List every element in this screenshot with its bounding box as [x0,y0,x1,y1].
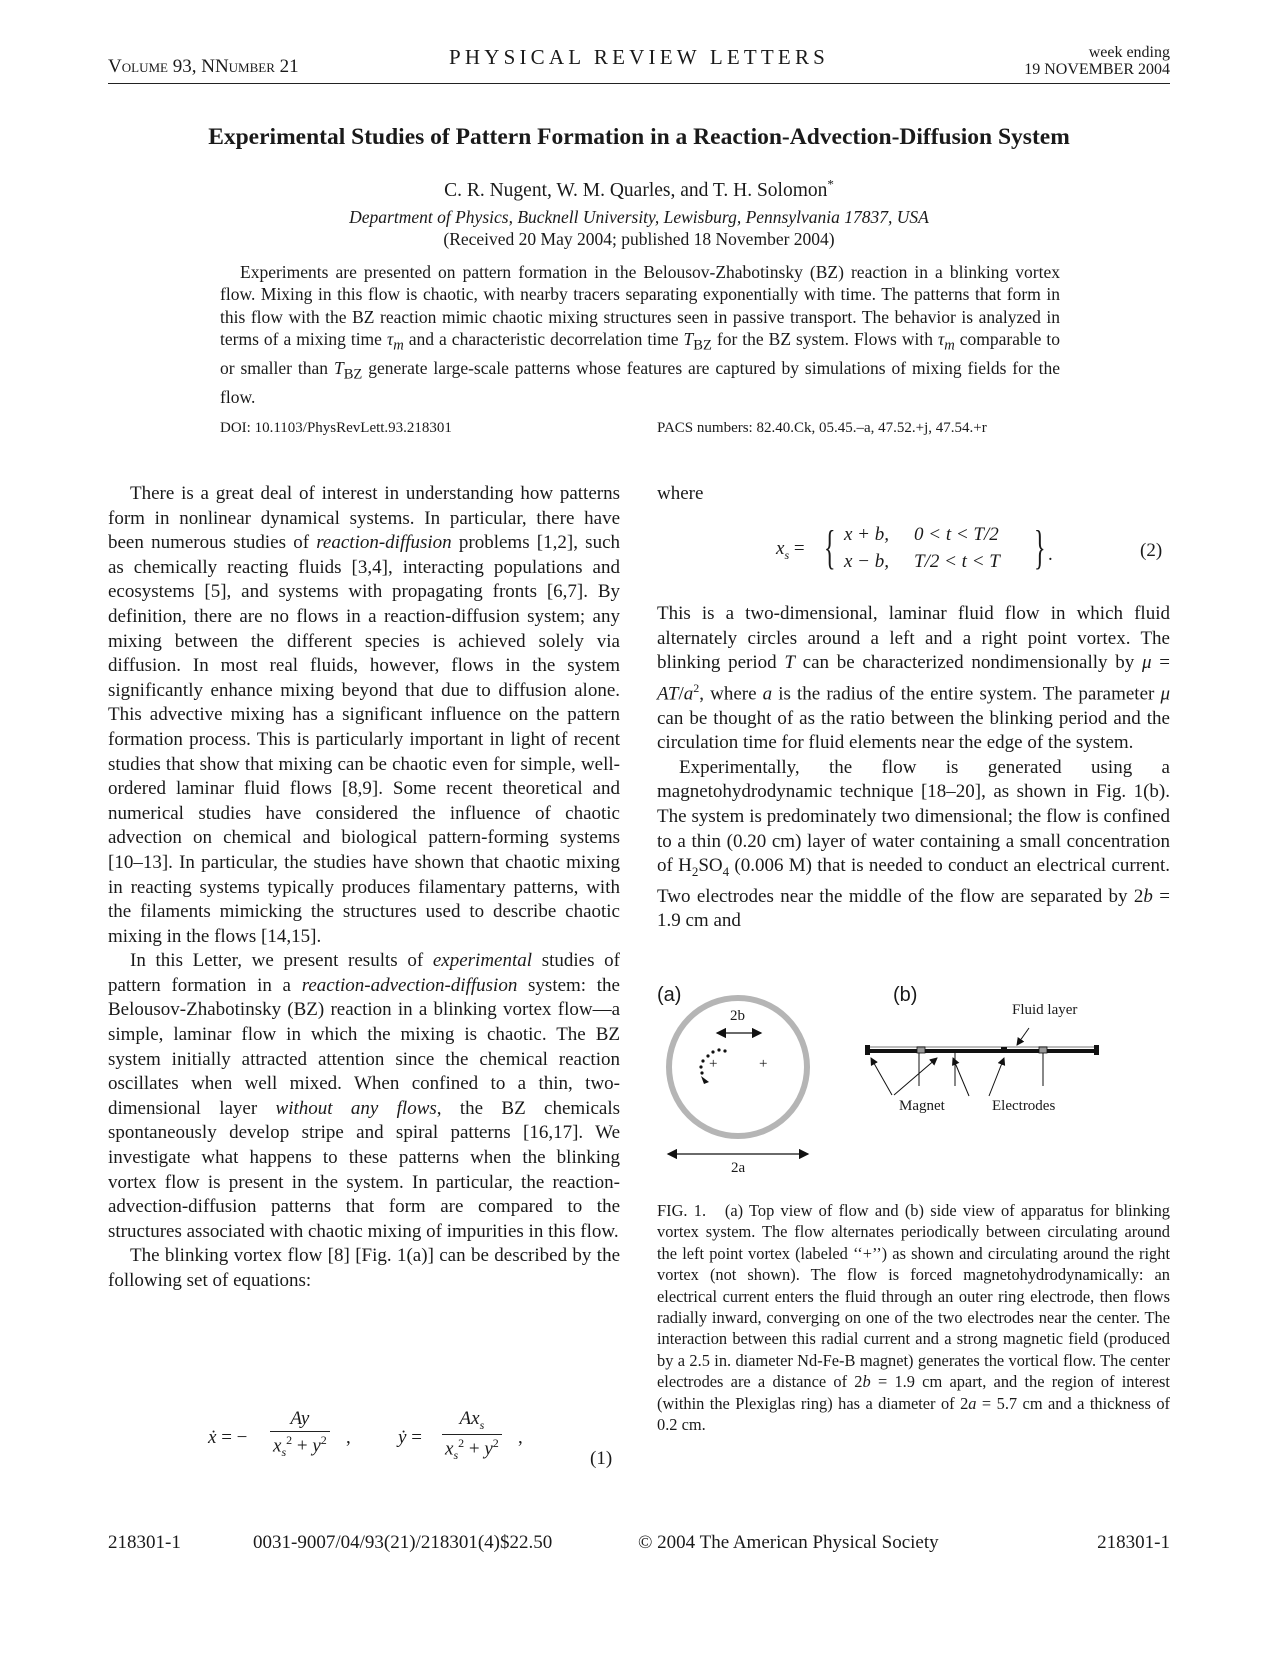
paragraph-this-letter: In this Letter, we present results of experimental studies of pattern formation in a reaction-advection-diffusion system: the Belousov-Zhabotinsky (BZ) reaction in a blinking vortex flow—a simple, laminar flow in which the mixing is chaotic. The BZ system initially attracted attention since the chemical reaction oscillates when well mixed. When confined to a thin, two-dimensional layer without any flows, the BZ chemicals spontaneously develop stripe and spiral patterns [16,17]. We investigate what happens to these patterns when the blinking vortex flow is present in the system. In particular, the reaction-advection-diffusion patterns that form are compared to the structures associated with chaotic mixing of impurities in this flow. [108,950,620,1242]
article-code: 0031-9007/04/93(21)/218301(4)$22.50 [253,1532,553,1553]
volume-number: Volume 93, NNumber 21 [108,56,299,77]
paragraph-experimental: Experimentally, the flow is generated using a magnetohydrodynamic technique [18–20], as shown in Fig. 1(b). The system is predominately two dimensional; the flow is confined to a thin (0.20 cm) layer of water containing a small concentration of $H_2SO_4$ (0.006 M) that is needed to conduct an electrical current. Two electrodes near the middle of the flow are separated by 2b = 1.9 cm and [657,756,1170,932]
paragraph-blinking-vortex: The blinking vortex flow [8] [Fig. 1(a)] can be described by the following set of equations: [108,1245,620,1291]
left-electrode [917,1047,925,1053]
left-vortex-plus: + [709,1056,718,1072]
equation-2-number: (2) [1140,540,1163,561]
copyright: © 2004 The American Physical Society [638,1532,939,1553]
right-electrode [1039,1047,1047,1053]
label-2a: 2a [731,1160,746,1176]
abstract: Experiments are presented on pattern formation in the Belousov-Zhabotinsky (BZ) reaction in a blinking vortex flow. Mixing in this flow is chaotic, with nearby tracers separating exponentially with time. The patterns that form in this flow with the BZ reaction mimic chaotic mixing structures seen in passive transport. The behavior is analyzed in terms of a mixing time $\tau_m$ and a characteristic decorrelation time $T_{BZ}$ for the BZ system. Flows with $\tau_m$ comparable to or smaller than $T_{BZ}$ generate large-scale patterns whose features are captured by simulations of mixing fields for the flow. [220,262,1061,408]
figure-1-caption: FIG. 1. (a) Top view of flow and (b) side view of apparatus for blinking vortex system. The flow alternates periodically between circulating around the left point vortex (labeled ‘‘+’’) as shown and circulating around the right vortex (not shown). The flow is forced magnetohydrodynamically: an electrical current enters the fluid through an outer ring electrode, then flows radially inward, converging on one of the two electrodes near the center. The interaction between this radial current and a strong magnetic field (produced by a 2.5 in. diameter Nd-Fe-B magnet) generates the vortical flow. The center electrodes are a distance of 2b = 1.9 cm apart, and the region of interest (within the Plexiglas ring) has a diameter of 2a = 5.7 cm and a thickness of 0.2 cm. [657,1201,1170,1435]
fluid-layer-bar [869,1049,1095,1053]
right-vortex-plus: + [759,1056,768,1072]
pacs-numbers: PACS numbers: 82.40.Ck, 05.45.–a, 47.52.+j, 47.54.+r [657,420,987,436]
left-column [108,482,620,1294]
issue-date: week ending 19 NOVEMBER 2004 [1024,44,1170,78]
received-dates: (Received 20 May 2004; published 18 November 2004) [443,229,835,249]
label-electrodes: Electrodes [992,1098,1056,1114]
side-view-panel [865,1028,1099,1096]
panel-b-label: (b) [893,984,918,1006]
equation-2: $x_s$ = { x + b, 0 < t < T/2 x − b, T/2 < t < T } . [776,521,1053,574]
figure-1 [657,984,1170,1178]
author-list: C. R. Nugent, W. M. Quarles, and T. H. Solomon* [444,176,834,201]
center-electrode [1001,1047,1007,1053]
label-2b: 2b [730,1008,745,1024]
doi: DOI: 10.1103/PhysRevLett.93.218301 [220,420,452,436]
where-text: where [657,483,704,504]
equation-1: ẋ = − $\frac{Ay}{x_s^2 + y^2}$ , ẏ = $Ax_s$ $x_s^2 + y^2$ , [208,1408,523,1462]
label-fluid-layer: Fluid layer [1012,1002,1078,1018]
paragraph-intro: There is a great deal of interest in understanding how patterns form in nonlinear dynamical systems. In particular, there have been numerous studies of reaction-diffusion problems [1,2], such as chemically reacting fluids [3,4], interacting populations and ecosystems [5], and systems with propagating fronts [6,7]. By definition, there are no flows in a reaction-diffusion system; any mixing between the different species is achieved solely via diffusion. In most real fluids, however, flows in the system significantly enhance mixing beyond that due to diffusion alone. This advective mixing has a significant influence on the pattern formation process. This is particularly important in light of recent studies that show that mixing can be chaotic even for simple, well-ordered laminar fluid flows [8,9]. Some recent theoretical and numerical studies have considered the influence of chaotic advection on chemical and biological pattern-forming systems [10–13]. In particular, the studies have shown that chaotic mixing in reacting systems typically produces filamentary patterns, with the filaments mimicking the structures used to describe chaotic mixing in the flows [14,15]. [108,483,620,947]
right-column-body [657,602,1170,934]
journal-name: PHYSICAL REVIEW LETTERS [448,45,830,69]
label-magnet: Magnet [899,1098,945,1114]
equation-1-number: (1) [590,1448,613,1469]
right-column-top [657,482,1170,507]
affiliation: Department of Physics, Bucknell University, Lewisburg, Pennsylvania 17837, USA [349,207,929,227]
page-number-left: 218301-1 [108,1532,181,1553]
panel-a-label: (a) [657,984,682,1006]
running-header [108,40,1170,84]
page-number-right: 218301-1 [1097,1532,1170,1553]
paragraph-flow-description: This is a two-dimensional, laminar fluid flow in which fluid alternately circles around a left and a right point vortex. The blinking period T can be characterized nondimensionally by $\mu = AT/a^2$, where a is the radius of the entire system. The parameter μ can be thought of as the ratio between the blinking period and the circulation time for fluid elements near the edge of the system. [657,603,1170,754]
paper-title: Experimental Studies of Pattern Formation in a Reaction-Advection-Diffusion System [208,124,1070,150]
